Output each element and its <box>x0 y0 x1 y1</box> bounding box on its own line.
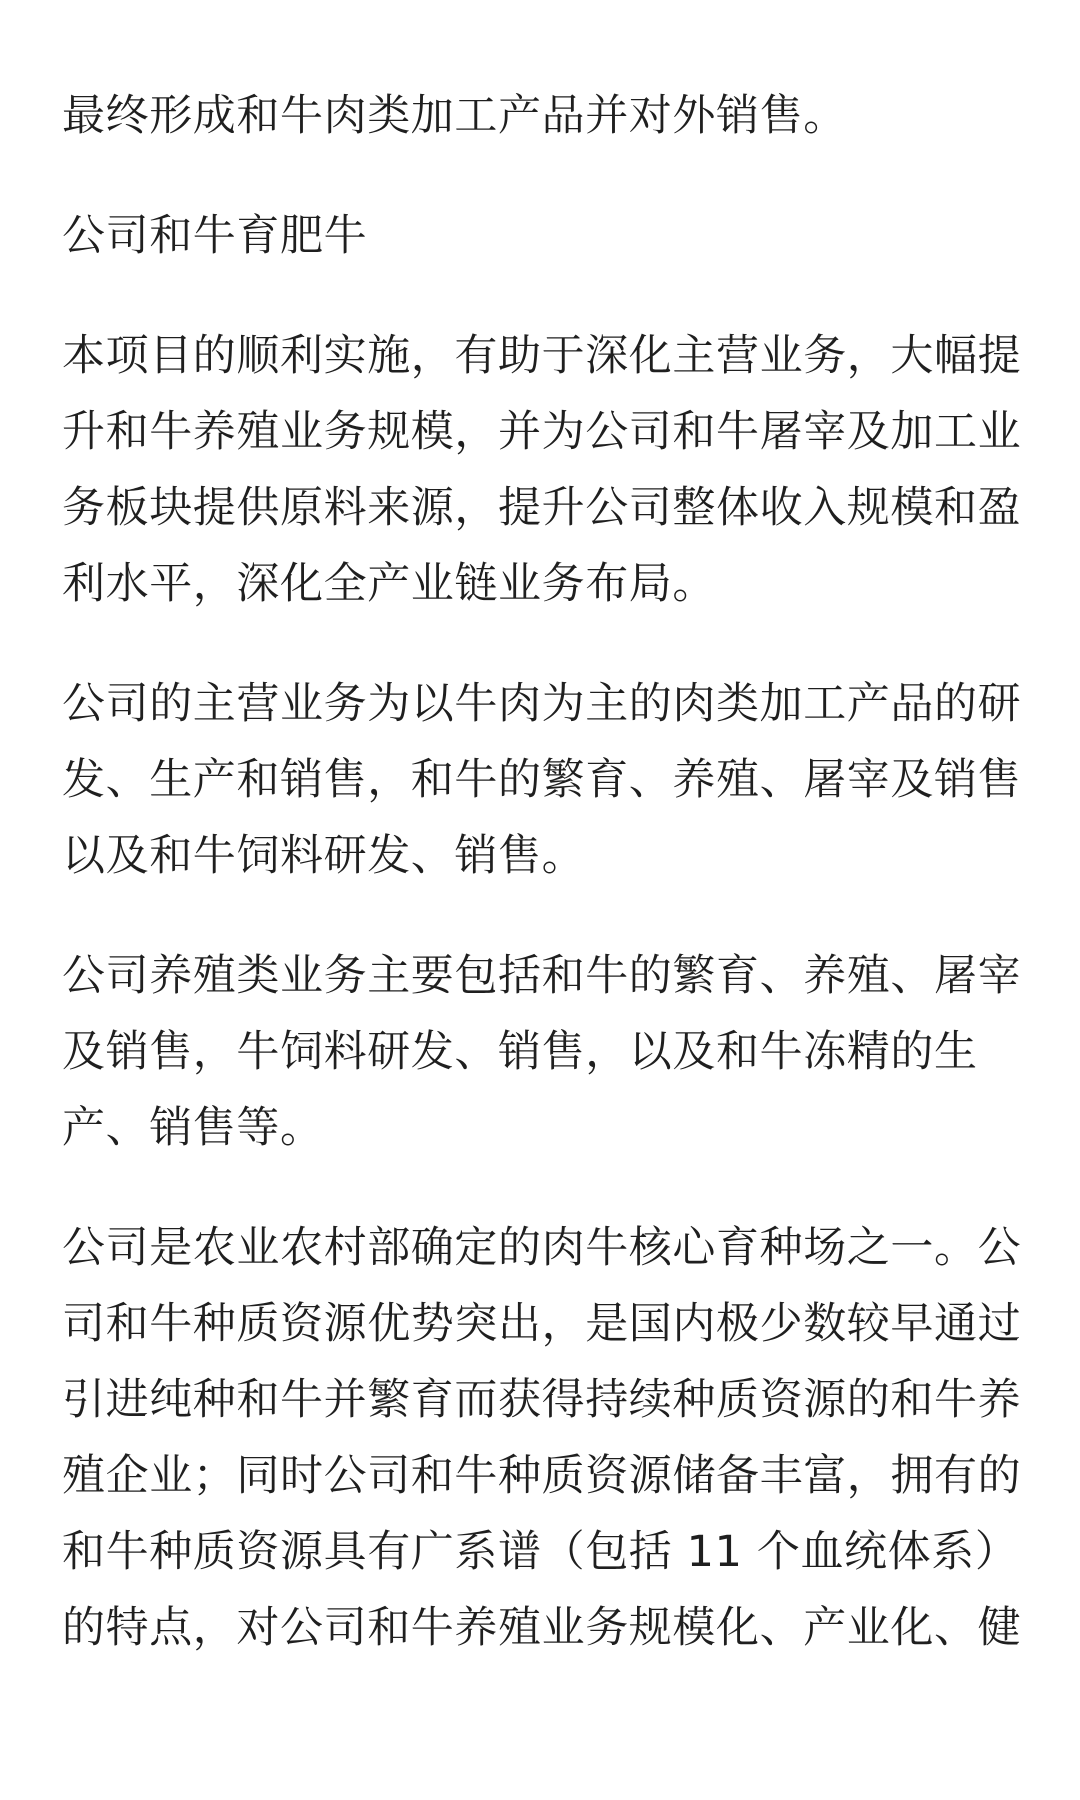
paragraph-project-benefits: 本项目的顺利实施，有助于深化主营业务，大幅提升和牛养殖业务规模，并为公司和牛屠宰及加工业务板块提供原料来源，提升公司整体收入规模和盈利水平，深化全产业链业务布局。 <box>62 331 1022 609</box>
paragraph-sales-summary: 最终形成和牛肉类加工产品并对外销售。 <box>62 91 847 141</box>
paragraph-main-business: 公司的主营业务为以牛肉为主的肉类加工产品的研发、生产和销售，和牛的繁育、养殖、屠宰及销售以及和牛饲料研发、销售。 <box>62 679 1022 881</box>
paragraph-section-title: 公司和牛育肥牛 <box>62 211 368 261</box>
paragraph-breeding-business: 公司养殖类业务主要包括和牛的繁育、养殖、屠宰及销售，牛饲料研发、销售，以及和牛冻精的生产、销售等。 <box>62 951 1022 1153</box>
paragraph-breeding-farm: 公司是农业农村部确定的肉牛核心育种场之一。公司和牛种质资源优势突出，是国内极少数较早通过引进纯种和牛并繁育而获得持续种质资源的和牛养殖企业；同时公司和牛种质资源储备丰富，拥有的和牛种质资源具有广系谱（包括 11 个血统体系）的特点，对公司和牛养殖业务规模化、产业化、健 <box>62 1223 1022 1653</box>
article-body <box>62 78 1022 1710</box>
